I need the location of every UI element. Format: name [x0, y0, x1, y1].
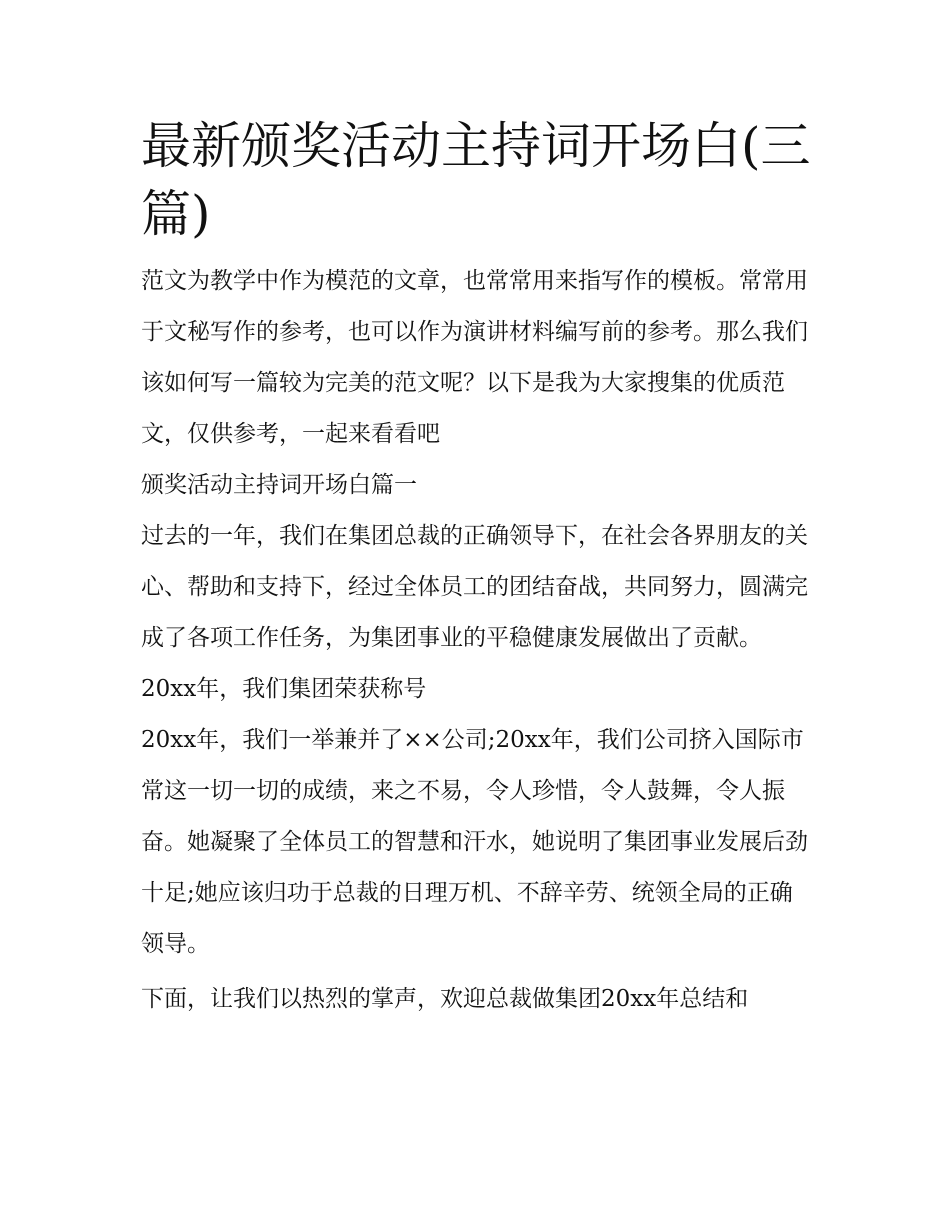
body-paragraph: 20xx年，我们集团荣获称号: [141, 676, 427, 702]
section-heading: 颁奖活动主持词开场白篇一: [141, 472, 417, 498]
document-title: 最新颁奖活动主持词开场白(三篇): [141, 117, 811, 243]
body-paragraph: 20xx年，我们一举兼并了××公司;20xx年，我们公司挤入国际市常这一切一切的成绩，来之不易，令人珍惜，令人鼓舞，令人振奋。她凝聚了全体员工的智慧和汗水，她说明了集团事业发展后劲十足;她应该归功于总裁的日理万机、不辞辛劳、统领全局的正确领导。: [141, 727, 808, 957]
body-paragraph: 下面，让我们以热烈的掌声，欢迎总裁做集团20xx年总结和: [141, 986, 749, 1012]
body-paragraph: 过去的一年，我们在集团总裁的正确领导下，在社会各界朋友的关心、帮助和支持下，经过全体员工的团结奋战，共同努力，圆满完成了各项工作任务，为集团事业的平稳健康发展做出了贡献。: [141, 523, 808, 651]
document-page: [141, 112, 813, 1025]
intro-paragraph: 范文为教学中作为模范的文章，也常常用来指写作的模板。常常用于文秘写作的参考，也可以作为演讲材料编写前的参考。那么我们该如何写一篇较为完美的范文呢？以下是我为大家搜集的优质范文，仅供参考，一起来看看吧: [141, 268, 808, 447]
